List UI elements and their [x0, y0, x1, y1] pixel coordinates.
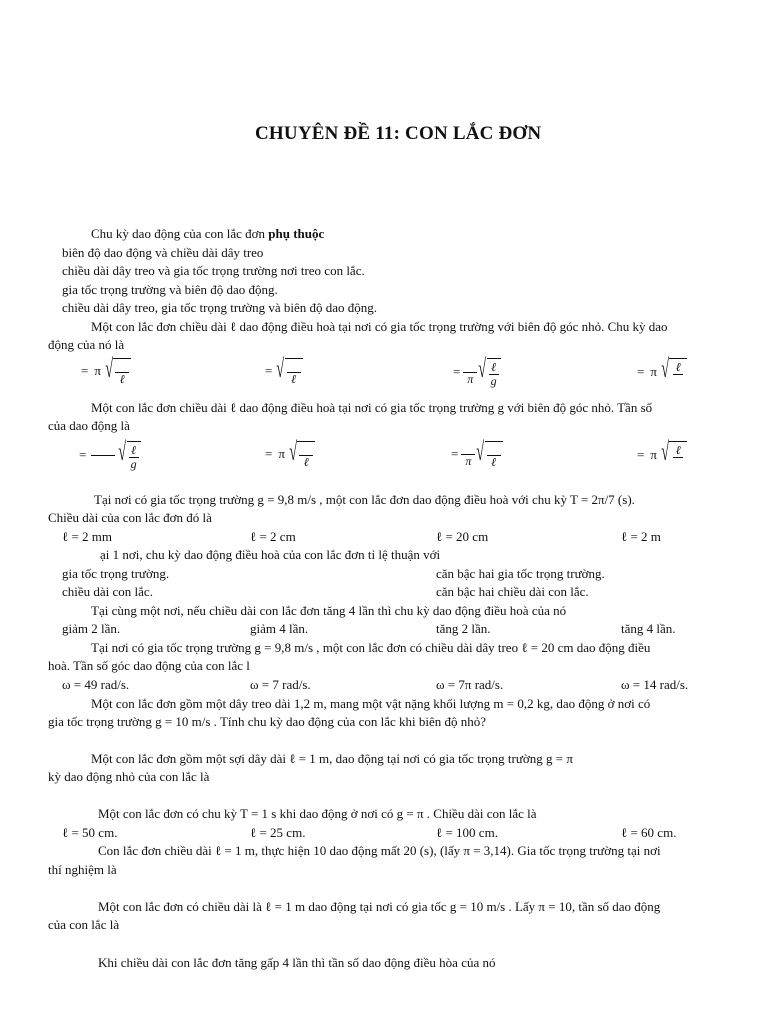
question-11-stem-line-2: thí nghiệm là — [48, 862, 117, 877]
question-1-option-d: chiều dài dây treo, gia tốc trọng trường và biên độ dao động. — [62, 300, 378, 315]
question-2-option-d — [634, 356, 687, 388]
question-2-stem-line-2: động của nó là — [48, 337, 125, 352]
question-1-option-a: biên độ dao động và chiều dài dây treo — [62, 245, 264, 260]
question-1-option-c: gia tốc trọng trường và biên độ dao động. — [62, 282, 278, 297]
denominator-ell: ℓ — [119, 372, 125, 386]
numerator-ell: ℓ — [673, 361, 683, 375]
radical-sign: √ — [661, 437, 669, 466]
question-4-option-d: ℓ = 2 m — [621, 529, 661, 544]
question-3-option-d — [634, 439, 687, 471]
question-2-option-c — [450, 356, 501, 388]
question-10-option-b: ℓ = 25 cm. — [250, 825, 306, 840]
numerator-ell: ℓ — [129, 444, 139, 458]
numerator-ell: ℓ — [489, 361, 499, 375]
radical-sign: √ — [118, 437, 127, 466]
question-7-option-b: ω = 7 rad/s. — [250, 677, 311, 692]
equals-sign: = — [79, 447, 87, 462]
page-title: CHUYÊN ĐỀ 11: CON LẮC ĐƠN — [255, 123, 542, 144]
question-1-stem-text: Chu kỳ dao động của con lắc đơn — [91, 226, 269, 241]
question-10-option-d: ℓ = 60 cm. — [621, 825, 677, 840]
question-6-option-b: giảm 4 lần. — [250, 621, 309, 636]
radical-sign: √ — [661, 354, 669, 383]
equals-sign: = — [637, 447, 645, 462]
pi-symbol: π — [650, 447, 657, 462]
question-1-option-b: chiều dài dây treo và gia tốc trọng trường nơi treo con lắc. — [62, 263, 365, 278]
question-6-stem: Tại cùng một nơi, nếu chiều dài con lắc đơn tăng 4 lần thì chu kỳ dao động điều hoà của nó — [91, 603, 567, 618]
question-4-option-a: ℓ = 2 mm — [62, 529, 113, 544]
radical-sign: √ — [476, 437, 485, 466]
question-1-stem — [91, 226, 324, 242]
question-2-option-a — [78, 356, 131, 386]
radical-sign: √ — [105, 354, 113, 383]
question-7-option-a: ω = 49 rad/s. — [62, 677, 130, 692]
denominator-pi: π — [465, 453, 472, 468]
question-6-option-c: tăng 2 lần. — [436, 621, 491, 636]
question-1-stem-bold: phụ thuộc — [268, 226, 325, 241]
denominator-pi: π — [467, 371, 474, 386]
question-3-stem-line-2: của dao động là — [48, 418, 130, 433]
equals-sign: = — [265, 446, 273, 461]
question-8-stem-line-2: gia tốc trọng trường g = 10 m/s . Tính chu kỳ dao động của con lắc khi biên độ nhỏ? — [48, 714, 487, 729]
question-3-option-b — [262, 439, 315, 469]
question-6-option-a: giảm 2 lần. — [62, 621, 121, 636]
question-7-option-c: ω = 7π rad/s. — [436, 677, 504, 692]
question-5-option-b: căn bậc hai gia tốc trọng trường. — [436, 566, 605, 581]
question-2-stem-line-1: Một con lắc đơn chiều dài ℓ dao động điều hoà tại nơi có gia tốc trọng trường với biên độ góc nhỏ. Chu kỳ dao — [91, 319, 668, 334]
denominator-ell: ℓ — [303, 455, 309, 469]
question-7-option-d: ω = 14 rad/s. — [621, 677, 689, 692]
equals-sign: = — [637, 364, 645, 379]
question-2-option-b — [262, 356, 303, 386]
question-10-option-a: ℓ = 50 cm. — [62, 825, 118, 840]
question-9-stem-line-2: kỳ dao động nhỏ của con lắc là — [48, 769, 210, 784]
numerator-ell: ℓ — [673, 444, 683, 458]
question-11-stem-line-1: Con lắc đơn chiều dài ℓ = 1 m, thực hiện 10 dao động mất 20 (s), (lấy π = 3,14). Gia tốc trọng trường tại nơi — [98, 843, 661, 858]
question-12-stem-line-1: Một con lắc đơn có chiều dài là ℓ = 1 m dao động tại nơi có gia tốc g = 10 m/s . Lấy π = 10, tần số dao động — [98, 899, 661, 914]
question-8-stem-line-1: Một con lắc đơn gồm một dây treo dài 1,2 m, mang một vật nặng khối lượng m = 0,2 kg, dao động ở nơi có — [91, 696, 651, 711]
question-4-option-b: ℓ = 2 cm — [250, 529, 296, 544]
denominator-g: g — [130, 457, 137, 471]
equals-sign: = — [81, 363, 89, 378]
denominator-ell: ℓ — [291, 372, 297, 386]
question-10-option-c: ℓ = 100 cm. — [436, 825, 498, 840]
equals-sign: = — [265, 363, 273, 378]
equals-sign: = — [451, 446, 459, 461]
question-10-stem: Một con lắc đơn có chu kỳ T = 1 s khi dao động ở nơi có g = π . Chiều dài con lắc là — [98, 806, 537, 821]
pi-symbol: π — [278, 446, 285, 461]
question-3-option-c — [448, 439, 503, 469]
denominator-g: g — [490, 374, 497, 388]
question-9-stem-line-1: Một con lắc đơn gồm một sợi dây dài ℓ = 1 m, dao động tại nơi có gia tốc trọng trường g = π — [91, 751, 573, 766]
question-7-stem-line-2: hoà. Tần số góc dao động của con lắc l — [48, 658, 250, 673]
question-7-stem-line-1: Tại nơi có gia tốc trọng trường g = 9,8 m/s , một con lắc đơn có chiều dài dây treo ℓ = 20 cm dao động điều — [91, 640, 651, 655]
pi-symbol: π — [650, 364, 657, 379]
radical-sign: √ — [276, 354, 285, 383]
denominator-ell: ℓ — [491, 455, 497, 469]
question-4-stem-line-1: Tại nơi có gia tốc trọng trường g = 9,8 m/s , một con lắc đơn dao động điều hoà với chu kỳ T = 2π/7 (s). — [94, 492, 635, 507]
question-3-stem-line-1: Một con lắc đơn chiều dài ℓ dao động điều hoà tại nơi có gia tốc trọng trường g với biên độ góc nhỏ. Tần số — [91, 400, 653, 415]
radical-sign: √ — [289, 437, 297, 466]
question-4-option-c: ℓ = 20 cm — [436, 529, 489, 544]
radical-sign: √ — [478, 354, 487, 383]
question-5-option-d: căn bậc hai chiều dài con lắc. — [436, 584, 589, 599]
question-12-stem-line-2: của con lắc là — [48, 917, 120, 932]
question-13-stem: Khi chiều dài con lắc đơn tăng gấp 4 lần thì tần số dao động điều hòa của nó — [98, 955, 496, 970]
question-3-option-a — [76, 439, 141, 471]
pi-symbol: π — [94, 363, 101, 378]
equals-sign: = — [453, 364, 461, 379]
question-5-stem: ại 1 nơi, chu kỳ dao động điều hoà của con lắc đơn tỉ lệ thuận với — [100, 547, 441, 562]
fraction-bar — [91, 455, 115, 456]
question-4-stem-line-2: Chiều dài của con lắc đơn đó là — [48, 510, 212, 525]
question-5-option-a: gia tốc trọng trường. — [62, 566, 170, 581]
question-5-option-c: chiều dài con lắc. — [62, 584, 153, 599]
question-6-option-d: tăng 4 lần. — [621, 621, 676, 636]
